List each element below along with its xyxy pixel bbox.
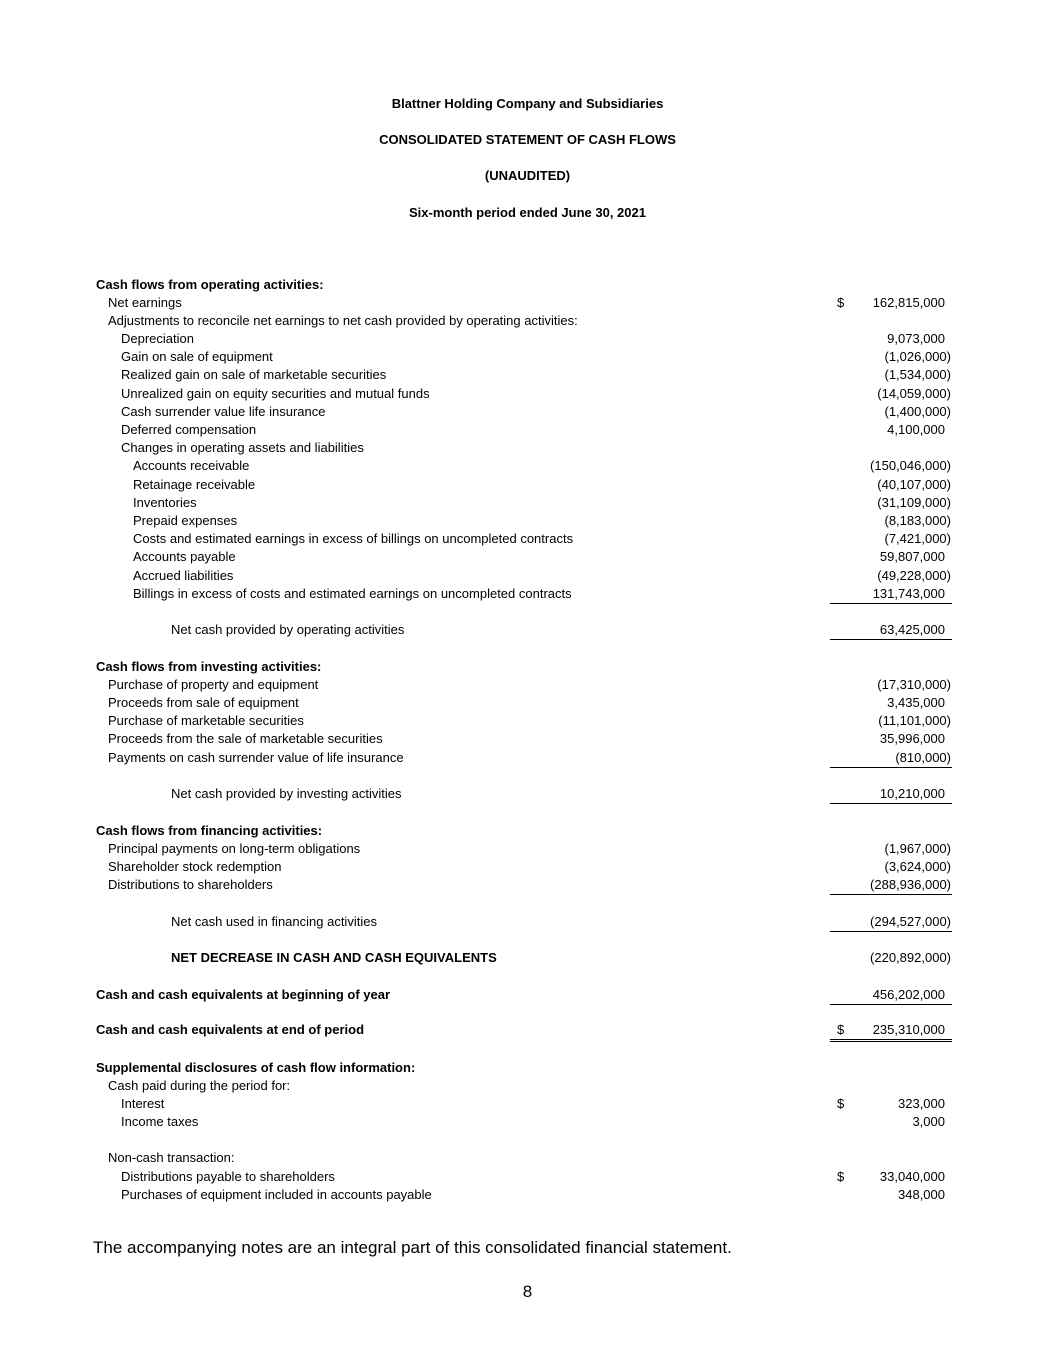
statement-row bbox=[0, 477, 1055, 495]
statement-row bbox=[0, 1022, 1055, 1040]
row-amount: (40,107,000) bbox=[877, 477, 951, 492]
statement-row bbox=[0, 859, 1055, 877]
statement-row bbox=[0, 877, 1055, 895]
statement-row bbox=[0, 1150, 1055, 1168]
statement-row bbox=[0, 1169, 1055, 1187]
statement-row bbox=[0, 495, 1055, 513]
row-label: Cash flows from investing activities: bbox=[96, 659, 322, 674]
row-amount: 162,815,000 bbox=[872, 295, 945, 310]
statement-row bbox=[0, 659, 1055, 677]
currency-symbol: $ bbox=[837, 1022, 845, 1037]
row-label: NET DECREASE IN CASH AND CASH EQUIVALENTS bbox=[171, 950, 497, 965]
statement-row bbox=[0, 713, 1055, 731]
row-amount: 4,100,000 bbox=[887, 422, 945, 437]
statement-row bbox=[0, 568, 1055, 586]
row-amount: 235,310,000 bbox=[872, 1022, 945, 1037]
statement-row bbox=[0, 786, 1055, 804]
row-label: Distributions payable to shareholders bbox=[121, 1169, 335, 1184]
row-label: Cash flows from financing activities: bbox=[96, 823, 323, 838]
row-label: Net cash provided by investing activities bbox=[171, 786, 402, 801]
row-amount: (7,421,000) bbox=[884, 531, 951, 546]
statement-row bbox=[0, 549, 1055, 567]
total-underline bbox=[830, 1004, 952, 1005]
statement-row bbox=[0, 513, 1055, 531]
row-amount: (294,527,000) bbox=[870, 914, 951, 929]
total-underline bbox=[830, 639, 952, 640]
row-label: Cash surrender value life insurance bbox=[121, 404, 326, 419]
company-name: Blattner Holding Company and Subsidiaries bbox=[391, 96, 664, 111]
row-label: Depreciation bbox=[121, 331, 194, 346]
row-amount: 456,202,000 bbox=[872, 987, 945, 1002]
row-amount: 9,073,000 bbox=[887, 331, 945, 346]
statement-row bbox=[0, 458, 1055, 476]
row-label: Cash flows from operating activities: bbox=[96, 277, 324, 292]
row-amount: (11,101,000) bbox=[878, 713, 951, 728]
row-amount: (49,228,000) bbox=[877, 568, 951, 583]
row-label: Accounts payable bbox=[133, 549, 236, 564]
row-label: Interest bbox=[121, 1096, 165, 1111]
row-label: Income taxes bbox=[121, 1114, 199, 1129]
currency-symbol: $ bbox=[837, 1169, 845, 1184]
row-label: Payments on cash surrender value of life insurance bbox=[108, 750, 404, 765]
row-label: Proceeds from the sale of marketable securities bbox=[108, 731, 383, 746]
footer-note: The accompanying notes are an integral part of this consolidated financial statement. bbox=[93, 1238, 732, 1257]
row-amount: (220,892,000) bbox=[870, 950, 951, 965]
row-amount: 59,807,000 bbox=[879, 549, 945, 564]
statement-row bbox=[0, 367, 1055, 385]
row-amount: (31,109,000) bbox=[877, 495, 951, 510]
statement-row bbox=[0, 750, 1055, 768]
statement-row bbox=[0, 277, 1055, 295]
audit-status: (UNAUDITED) bbox=[484, 168, 571, 183]
row-label: Accrued liabilities bbox=[133, 568, 234, 583]
statement-row bbox=[0, 695, 1055, 713]
row-label: Cash and cash equivalents at end of period bbox=[96, 1022, 365, 1037]
statement-row bbox=[0, 313, 1055, 331]
statement-row bbox=[0, 1078, 1055, 1096]
row-label: Non-cash transaction: bbox=[108, 1150, 235, 1165]
statement-row bbox=[0, 823, 1055, 841]
page-number: 8 bbox=[522, 1282, 533, 1301]
row-label: Proceeds from sale of equipment bbox=[108, 695, 299, 710]
row-amount: (288,936,000) bbox=[870, 877, 951, 892]
row-label: Accounts receivable bbox=[133, 458, 250, 473]
row-amount: (1,026,000) bbox=[884, 349, 951, 364]
row-amount: (810,000) bbox=[895, 750, 951, 765]
statement-row bbox=[0, 586, 1055, 604]
statement-row bbox=[0, 295, 1055, 313]
row-label: Cash and cash equivalents at beginning of year bbox=[96, 987, 391, 1002]
row-amount: 3,435,000 bbox=[887, 695, 945, 710]
row-amount: (17,310,000) bbox=[877, 677, 951, 692]
row-label: Principal payments on long-term obligations bbox=[108, 841, 361, 856]
statement-row bbox=[0, 440, 1055, 458]
period-heading: Six-month period ended June 30, 2021 bbox=[409, 205, 646, 220]
row-label: Realized gain on sale of marketable securities bbox=[121, 367, 387, 382]
total-underline bbox=[830, 894, 952, 895]
total-underline bbox=[830, 803, 952, 804]
statement-row bbox=[0, 331, 1055, 349]
statement-row bbox=[0, 386, 1055, 404]
row-label: Net cash provided by operating activities bbox=[171, 622, 405, 637]
row-label: Inventories bbox=[133, 495, 197, 510]
row-amount: 348,000 bbox=[898, 1187, 945, 1202]
row-label: Adjustments to reconcile net earnings to net cash provided by operating activities: bbox=[108, 313, 578, 328]
row-label: Supplemental disclosures of cash flow information: bbox=[96, 1060, 416, 1075]
row-amount: 35,996,000 bbox=[879, 731, 945, 746]
total-underline bbox=[830, 931, 952, 932]
statement-row bbox=[0, 731, 1055, 749]
row-label: Net cash used in financing activities bbox=[171, 914, 377, 929]
statement-title: CONSOLIDATED STATEMENT OF CASH FLOWS bbox=[379, 132, 676, 147]
row-label: Shareholder stock redemption bbox=[108, 859, 282, 874]
row-amount: 33,040,000 bbox=[879, 1169, 945, 1184]
row-amount: 3,000 bbox=[912, 1114, 945, 1129]
row-amount: 323,000 bbox=[898, 1096, 945, 1111]
row-amount: (1,534,000) bbox=[884, 367, 951, 382]
row-label: Net earnings bbox=[108, 295, 182, 310]
row-amount: (1,400,000) bbox=[884, 404, 951, 419]
statement-row bbox=[0, 1114, 1055, 1132]
row-amount: 10,210,000 bbox=[879, 786, 945, 801]
statement-row bbox=[0, 349, 1055, 367]
statement-row bbox=[0, 950, 1055, 968]
statement-row bbox=[0, 1060, 1055, 1078]
currency-symbol: $ bbox=[837, 1096, 845, 1111]
statement-row bbox=[0, 987, 1055, 1005]
total-underline bbox=[830, 603, 952, 604]
row-label: Gain on sale of equipment bbox=[121, 349, 273, 364]
row-label: Unrealized gain on equity securities and mutual funds bbox=[121, 386, 430, 401]
row-amount: (14,059,000) bbox=[877, 386, 951, 401]
row-label: Purchases of equipment included in accounts payable bbox=[121, 1187, 432, 1202]
row-amount: (150,046,000) bbox=[870, 458, 951, 473]
row-label: Purchase of property and equipment bbox=[108, 677, 319, 692]
statement-row bbox=[0, 841, 1055, 859]
row-amount: (8,183,000) bbox=[884, 513, 951, 528]
row-label: Changes in operating assets and liabilities bbox=[121, 440, 364, 455]
row-label: Distributions to shareholders bbox=[108, 877, 273, 892]
statement-row bbox=[0, 1187, 1055, 1205]
statement-row bbox=[0, 677, 1055, 695]
row-label: Costs and estimated earnings in excess of billings on uncompleted contracts bbox=[133, 531, 574, 546]
statement-row bbox=[0, 531, 1055, 549]
row-label: Deferred compensation bbox=[121, 422, 257, 437]
row-amount: 131,743,000 bbox=[872, 586, 945, 601]
row-label: Retainage receivable bbox=[133, 477, 256, 492]
row-amount: (1,967,000) bbox=[884, 841, 951, 856]
row-label: Prepaid expenses bbox=[133, 513, 238, 528]
statement-row bbox=[0, 1096, 1055, 1114]
statement-row bbox=[0, 622, 1055, 640]
row-amount: 63,425,000 bbox=[879, 622, 945, 637]
statement-row bbox=[0, 422, 1055, 440]
row-label: Billings in excess of costs and estimated earnings on uncompleted contracts bbox=[133, 586, 572, 601]
double-underline bbox=[830, 1039, 952, 1042]
row-label: Cash paid during the period for: bbox=[108, 1078, 291, 1093]
row-amount: (3,624,000) bbox=[884, 859, 951, 874]
statement-row bbox=[0, 914, 1055, 932]
currency-symbol: $ bbox=[837, 295, 845, 310]
statement-row bbox=[0, 404, 1055, 422]
row-label: Purchase of marketable securities bbox=[108, 713, 304, 728]
total-underline bbox=[830, 767, 952, 768]
